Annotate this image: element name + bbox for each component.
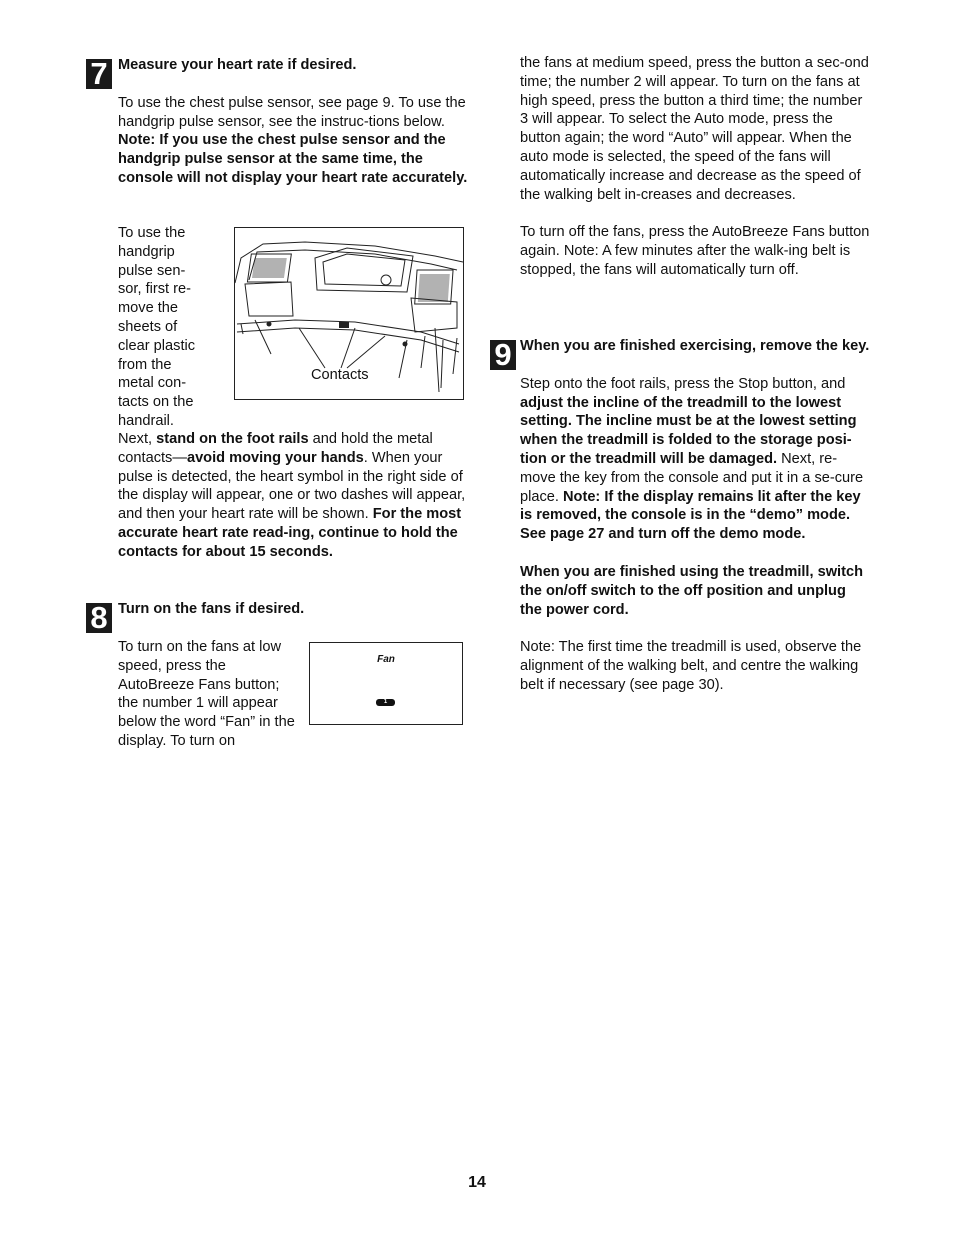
step-9-title: When you are finished exercising, remove the key. [520,338,870,354]
step-7-handgrip-text: To use the handgrip pulse sen-sor, first re-move the sheets of clear plastic from the metal con-tacts on the handrail. [118,225,196,429]
step-9-badge: 9 [490,340,516,370]
page-number: 14 [468,1174,486,1191]
step-7-intro: To use the chest pulse sensor, see page 9. To use the handgrip pulse sensor, see the instruc-tions below. Note: If you use the chest pulse sensor and the handgrip pulse sensor at the same time, the console will not display your heart rate accurately. [118,94,468,186]
step-8-badge: 8 [86,603,112,633]
step-7-pulse-text: Next, stand on the foot rails and hold the metal contacts—avoid moving your hands. When your pulse is detected, the heart symbol in the right side of the display will appear, one or two dashes will appear, and then your heart rate will be shown. For the most accurate heart rate read-ing, continue to hold the contacts for about 15 seconds. [118,431,466,560]
step-9-unplug-note: When you are finished using the treadmill, switch the on/off switch to the off position and unplug the power cord. [520,563,864,618]
fan-speed-indicator: 1 [376,699,395,706]
step-8-text: To turn on the fans at low speed, press the AutoBreeze Fans button; the number 1 will appear below the word “Fan” in the display. To turn on [118,639,295,749]
step-9-section [520,337,870,695]
step-7-badge: 7 [86,59,112,89]
handrail-contacts-figure [234,227,464,400]
step-7-section [118,56,468,188]
step-8-title: Turn on the fans if desired. [118,601,305,617]
step-7-title: Measure your heart rate if desired. [118,57,357,73]
step-9-instructions: Step onto the foot rails, press the Stop button, and adjust the incline of the treadmill to the lowest setting. The incline must be at the lowest setting when the treadmill is folded to the storage posi-tion or the treadmill will be damaged. Next, re-move the key from the console and put it in a se-cure place. Note: If the display remains lit after the key is removed, the console is in the “demo” mode. See page 27 and turn off the demo mode. [520,375,864,543]
fan-display-label: Fan [377,654,395,665]
fan-instructions-continued: the fans at medium speed, press the button a sec-ond time; the number 2 will appear. To turn on the fans at high speed, press the button a third time; the number 3 will appear. To select the Auto mode, press the button again; the word “Auto” will appear. When the auto mode is selected, the speed of the fans will automatically increase and decrease as the speed of the walking belt in-creases and decreases. To turn off the fans, press the AutoBreeze Fans button again. Note: A few minutes after the walk-ing belt is stopped, the fans will automatically turn off. [520,55,870,278]
step-9-belt-note: Note: The first time the treadmill is used, observe the alignment of the walking belt, and centre the walking belt if necessary (see page 30). [520,639,862,693]
contacts-label: Contacts [311,367,369,383]
fan-display-figure [309,642,463,725]
